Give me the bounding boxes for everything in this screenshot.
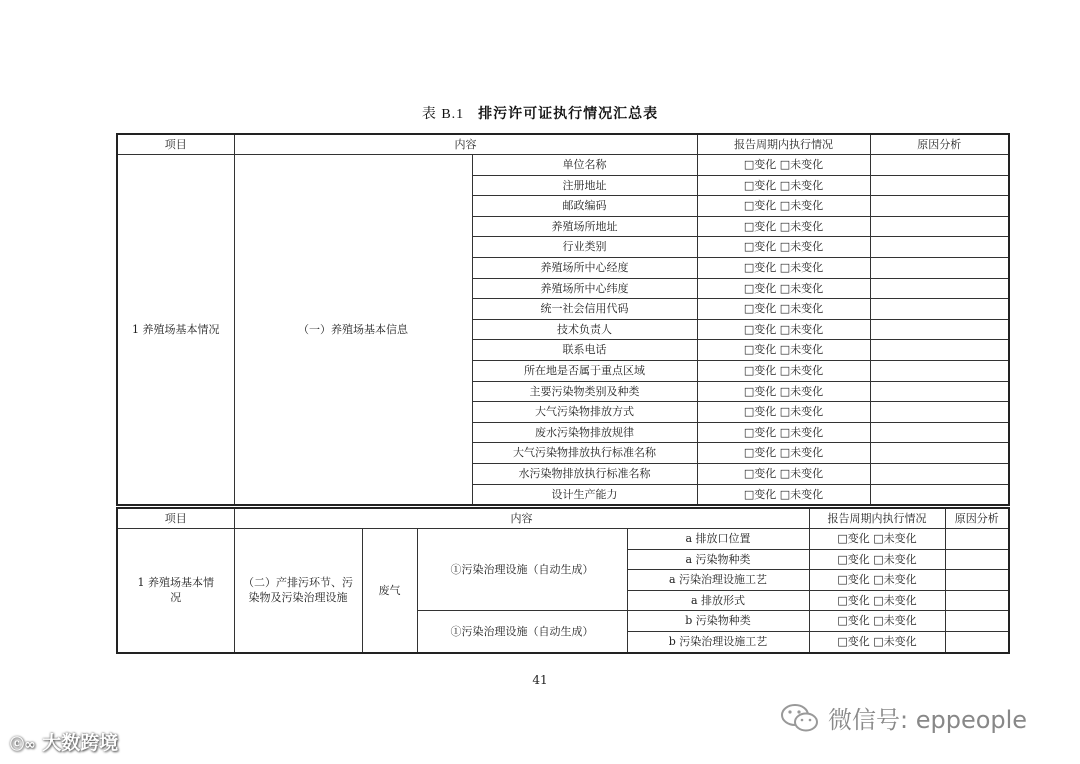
status-checkbox-cell[interactable]: □变化 □未变化 xyxy=(697,340,870,361)
item-cell: 技术负责人 xyxy=(472,319,697,340)
table-title-text: 排污许可证执行情况汇总表 xyxy=(478,106,659,122)
reason-cell[interactable] xyxy=(870,443,1009,464)
item-cell: 大气污染物排放方式 xyxy=(472,402,697,423)
status-checkbox-cell[interactable]: □变化 □未变化 xyxy=(697,155,870,176)
status-checkbox-cell[interactable]: □变化 □未变化 xyxy=(697,299,870,320)
item-cell: 邮政编码 xyxy=(472,196,697,217)
header-content: 内容 xyxy=(234,508,809,529)
reason-cell[interactable] xyxy=(870,175,1009,196)
page-number: 41 xyxy=(532,673,548,687)
watermark-left xyxy=(10,728,118,755)
status-checkbox-cell[interactable]: □变化 □未变化 xyxy=(697,216,870,237)
watermark-logo-icon: ⓒ∞ xyxy=(10,737,36,753)
item-cell: 废水污染物排放规律 xyxy=(472,422,697,443)
reason-cell[interactable] xyxy=(870,196,1009,217)
wechat-icon xyxy=(780,702,820,734)
status-checkbox-cell[interactable]: □变化 □未变化 xyxy=(697,443,870,464)
status-checkbox-cell[interactable]: □变化 □未变化 xyxy=(697,175,870,196)
header-project: 项目 xyxy=(117,134,234,155)
table-title xyxy=(0,103,1080,123)
project-cell: 1 养殖场基本情况 xyxy=(117,529,234,653)
item-cell: 主要污染物类别及种类 xyxy=(472,381,697,402)
status-checkbox-cell[interactable]: □变化 □未变化 xyxy=(697,381,870,402)
item-cell: a 污染物种类 xyxy=(627,549,809,570)
summary-table-basic-info xyxy=(116,133,1010,506)
item-cell: a 污染治理设施工艺 xyxy=(627,570,809,591)
reason-cell[interactable] xyxy=(870,278,1009,299)
item-cell: 行业类别 xyxy=(472,237,697,258)
item-cell: 统一社会信用代码 xyxy=(472,299,697,320)
table-row xyxy=(117,529,1009,550)
status-checkbox-cell[interactable]: □变化 □未变化 xyxy=(697,360,870,381)
status-checkbox-cell[interactable]: □变化 □未变化 xyxy=(809,631,945,652)
table-row xyxy=(117,155,1009,176)
status-checkbox-cell[interactable]: □变化 □未变化 xyxy=(697,278,870,299)
header-content: 内容 xyxy=(234,134,697,155)
item-cell: b 污染治理设施工艺 xyxy=(627,631,809,652)
item-cell: b 污染物种类 xyxy=(627,611,809,632)
reason-cell[interactable] xyxy=(870,299,1009,320)
item-cell: 联系电话 xyxy=(472,340,697,361)
reason-cell[interactable] xyxy=(945,631,1009,652)
status-checkbox-cell[interactable]: □变化 □未变化 xyxy=(697,257,870,278)
status-checkbox-cell[interactable]: □变化 □未变化 xyxy=(809,590,945,611)
category-cell: （一）养殖场基本信息 xyxy=(234,155,472,506)
reason-cell[interactable] xyxy=(870,381,1009,402)
reason-cell[interactable] xyxy=(870,360,1009,381)
item-cell: 单位名称 xyxy=(472,155,697,176)
table-header-row xyxy=(117,134,1009,155)
status-checkbox-cell[interactable]: □变化 □未变化 xyxy=(809,611,945,632)
item-cell: a 排放形式 xyxy=(627,590,809,611)
subcategory-cell: 废气 xyxy=(362,529,417,653)
item-cell: 所在地是否属于重点区域 xyxy=(472,360,697,381)
item-cell: 大气污染物排放执行标准名称 xyxy=(472,443,697,464)
reason-cell[interactable] xyxy=(870,340,1009,361)
reason-cell[interactable] xyxy=(870,422,1009,443)
reason-cell[interactable] xyxy=(870,216,1009,237)
status-checkbox-cell[interactable]: □变化 □未变化 xyxy=(809,549,945,570)
reason-cell[interactable] xyxy=(945,570,1009,591)
project-cell: 1 养殖场基本情况 xyxy=(117,155,234,506)
status-checkbox-cell[interactable]: □变化 □未变化 xyxy=(697,463,870,484)
item-cell: 水污染物排放执行标准名称 xyxy=(472,463,697,484)
reason-cell[interactable] xyxy=(945,529,1009,550)
watermark-right-text: 微信号: eppeople xyxy=(828,706,1028,734)
item-cell: 养殖场所地址 xyxy=(472,216,697,237)
reason-cell[interactable] xyxy=(870,155,1009,176)
status-checkbox-cell[interactable]: □变化 □未变化 xyxy=(697,422,870,443)
item-cell: 养殖场所中心经度 xyxy=(472,257,697,278)
status-checkbox-cell[interactable]: □变化 □未变化 xyxy=(809,529,945,550)
table-header-row xyxy=(117,508,1009,529)
header-status: 报告周期内执行情况 xyxy=(809,508,945,529)
header-reason: 原因分析 xyxy=(870,134,1009,155)
table-number: 表 B.1 xyxy=(421,107,465,122)
item-cell: a 排放口位置 xyxy=(627,529,809,550)
status-checkbox-cell[interactable]: □变化 □未变化 xyxy=(697,196,870,217)
item-cell: 注册地址 xyxy=(472,175,697,196)
reason-cell[interactable] xyxy=(870,463,1009,484)
summary-table-pollution-facilities xyxy=(116,507,1010,654)
category-cell: （二）产排污环节、污染物及污染治理设施 xyxy=(234,529,362,653)
reason-cell[interactable] xyxy=(945,611,1009,632)
reason-cell[interactable] xyxy=(870,237,1009,258)
header-project: 项目 xyxy=(117,508,234,529)
item-cell: 设计生产能力 xyxy=(472,484,697,505)
reason-cell[interactable] xyxy=(945,549,1009,570)
status-checkbox-cell[interactable]: □变化 □未变化 xyxy=(809,570,945,591)
watermark-right xyxy=(780,700,1027,735)
item-cell: 养殖场所中心纬度 xyxy=(472,278,697,299)
facility-cell: ①污染治理设施（自动生成） xyxy=(417,529,627,611)
reason-cell[interactable] xyxy=(870,257,1009,278)
status-checkbox-cell[interactable]: □变化 □未变化 xyxy=(697,402,870,423)
header-status: 报告周期内执行情况 xyxy=(697,134,870,155)
status-checkbox-cell[interactable]: □变化 □未变化 xyxy=(697,319,870,340)
watermark-left-text: 大数跨境 xyxy=(42,732,119,754)
reason-cell[interactable] xyxy=(870,402,1009,423)
status-checkbox-cell[interactable]: □变化 □未变化 xyxy=(697,237,870,258)
header-reason: 原因分析 xyxy=(945,508,1009,529)
reason-cell[interactable] xyxy=(870,484,1009,505)
facility-cell: ①污染治理设施（自动生成） xyxy=(417,611,627,653)
status-checkbox-cell[interactable]: □变化 □未变化 xyxy=(697,484,870,505)
reason-cell[interactable] xyxy=(945,590,1009,611)
reason-cell[interactable] xyxy=(870,319,1009,340)
